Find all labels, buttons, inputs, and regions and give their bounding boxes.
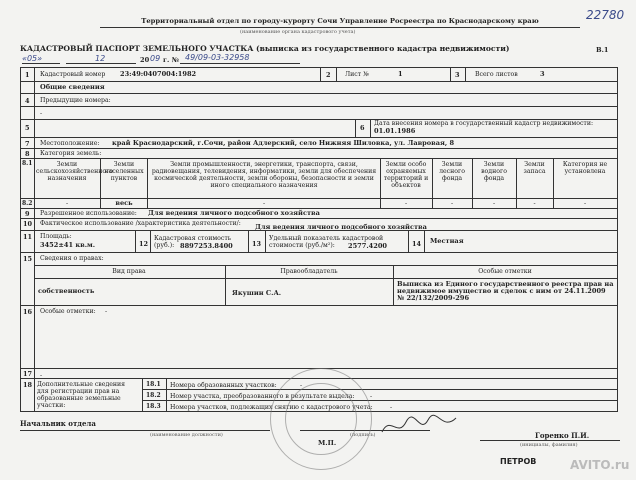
page-title: КАДАСТРОВЫЙ ПАСПОРТ ЗЕМЕЛЬНОГО УЧАСТКА (выписка из государственного кадастра недвижимости) [20, 44, 510, 53]
cell-num-13: 13 [252, 240, 262, 248]
row-num-5: 5 [25, 124, 30, 132]
sheets-total: 3 [540, 70, 545, 78]
signature-caption: (подпись) [350, 432, 376, 438]
row-18-3-value: - [390, 404, 393, 411]
val-protected: - [404, 200, 408, 207]
row-num-6: 6 [360, 124, 365, 132]
val-forest: - [450, 200, 454, 207]
rights-notes-value: Выписка из Единого государственного реестра прав на недвижимое имущество и сделок с ним от 24.11.2009 № 22/132/2009-296 [397, 280, 614, 302]
cat-reserve: Земли запаса [523, 161, 546, 175]
official-stamp [270, 368, 372, 470]
val-water: - [492, 200, 496, 207]
cat-water: Земли водного фонда [481, 161, 507, 182]
row-num-17: 17 [23, 370, 33, 378]
cat-unset: Категория не установлена [562, 161, 608, 175]
land-category-label: Категория земель: [40, 150, 102, 157]
row-17-value: - [40, 372, 43, 379]
val-unset: - [583, 200, 587, 207]
signature [380, 410, 460, 440]
row-num-18-1: 18.1 [146, 381, 161, 388]
special-notes-value: - [105, 308, 108, 315]
location-value: край Краснодарский, г.Сочи, район Адлерский, село Нижняя Шиловка, ул. Лавровая, 8 [112, 139, 455, 147]
row-18-3-label: Номера участков, подлежащих снятию с кадастрового учета: [170, 404, 373, 411]
area-value: 3452±41 кв.м. [40, 241, 96, 249]
general-info-header: Общие сведения [40, 83, 105, 91]
val-settlements: весь [115, 199, 133, 207]
row-18-1-label: Номера образованных участков: [170, 382, 277, 389]
printer-mark: ПЕТРОВ [500, 457, 537, 466]
cat-industrial: Земли промышленности, энергетики, транспорта, связи, радиовещания, телевидения, информатики, земли для обеспечения космической деятельности, земли обороны, безопасности и земли иного специального назначения [151, 161, 377, 189]
cadastral-number: 23:49:0407004:1982 [120, 70, 197, 78]
date-month: 12 [95, 54, 106, 63]
extra-info-label: Дополнительные сведения для регистрации прав на образованные земельные участки: [37, 381, 126, 409]
sheet-number: 1 [398, 70, 403, 78]
position-caption: (наименование должности) [150, 432, 223, 438]
row-num-10: 10 [23, 220, 33, 228]
cat-forest: Земли лесного фонда [439, 161, 465, 182]
location-label: Местоположение: [40, 140, 100, 147]
row-18-2-label: Номер участка, преобразованного в результате выдела: [170, 393, 355, 400]
row-num-18-3: 18.3 [146, 403, 161, 410]
specific-cost-label: Удельный показатель кадастровой стоимости (руб./м²): [269, 235, 384, 249]
stamp-place-label: М.П. [318, 439, 337, 447]
cat-agricultural: Земли сельскохозяйственного назначения [36, 161, 114, 182]
actual-use-value: Для ведения личного подсобного хозяйства [255, 223, 427, 231]
row-num-15: 15 [23, 255, 33, 263]
val-reserve: - [533, 200, 536, 207]
date-day: «05» [22, 54, 43, 63]
row-num-16: 16 [23, 308, 33, 316]
local-marker: Местная [430, 237, 464, 245]
row-num-7: 7 [25, 140, 30, 148]
watermark: AVITO.ru [570, 458, 630, 472]
row-num-4: 4 [25, 97, 30, 105]
rights-col-notes: Особые отметки [478, 268, 532, 275]
row-num-8-2: 8.2 [22, 200, 33, 207]
cat-protected: Земли особо охраняемых территорий и объектов [383, 161, 429, 189]
name-caption: (инициалы, фамилия) [520, 442, 578, 448]
permitted-use-value: Для ведения личного подсобного хозяйства [148, 209, 320, 217]
row-num-9: 9 [25, 210, 30, 218]
row-18-1-value: - [300, 382, 303, 389]
rights-col-type: Вид права [112, 268, 146, 275]
row-num-8-1: 8.1 [22, 160, 33, 167]
special-notes-label: Особые отметки: [40, 308, 96, 315]
cadastral-cost-value: 8897253.8400 [180, 242, 233, 250]
specific-cost-value: 2577.4200 [348, 242, 387, 250]
date-year-suffix: 09 [150, 54, 161, 63]
area-label: Площадь: [40, 233, 72, 240]
row-num-18: 18 [23, 381, 33, 389]
row-num-18-2: 18.2 [146, 392, 161, 399]
previous-numbers-label: Предыдущие номера: [40, 97, 111, 104]
doc-number-label: г. № [163, 56, 179, 64]
rights-col-holder: Правообладатель [280, 268, 338, 275]
form-code: В.1 [596, 46, 609, 54]
signer-name: Горенко П.И. [535, 431, 590, 440]
actual-use-label: Фактическое использование /характеристика деятельности/: [40, 220, 241, 227]
date-entry-label: Дата внесения номера в государственный кадастр недвижимости: [374, 120, 594, 127]
doc-number: 49/09-03-32958 [185, 53, 250, 62]
org-name: Территориальный отдел по городу-курорту Сочи Управление Росреестра по Краснодарскому краю [141, 17, 539, 25]
sheet-label: Лист № [345, 71, 369, 78]
cell-num-2: 2 [326, 71, 331, 79]
date-year-prefix: 20 [140, 56, 150, 64]
rights-label: Сведения о правах: [40, 255, 104, 262]
cell-num-12: 12 [139, 240, 149, 248]
cadastral-number-label: Кадастровый номер [40, 71, 106, 78]
row-num-11: 11 [23, 233, 33, 241]
cat-settlements: Земли населенных пунктов [104, 161, 144, 182]
row-18-2-value: - [370, 393, 373, 400]
val-industrial: - [262, 200, 266, 207]
signer-position: Начальник отдела [20, 419, 96, 428]
val-agricultural: - [65, 200, 69, 207]
cadastral-cost-label: Кадастровая стоимость (руб.): [154, 235, 232, 249]
rights-type-value: собственность [38, 287, 95, 295]
date-entry-value: 01.01.1986 [374, 127, 416, 135]
org-caption: (наименование органа кадастрового учета) [240, 29, 356, 35]
handwritten-reference: 22780 [586, 8, 625, 22]
sheets-total-label: Всего листов [475, 71, 518, 78]
row-num-1: 1 [25, 71, 30, 79]
previous-numbers-value: - [40, 110, 43, 117]
cell-num-14: 14 [412, 240, 422, 248]
cell-num-3: 3 [455, 71, 460, 79]
row-num-8: 8 [25, 150, 30, 158]
permitted-use-label: Разрешенное использование: [40, 210, 137, 217]
rights-holder-value: Якушин С.А. [232, 289, 282, 297]
